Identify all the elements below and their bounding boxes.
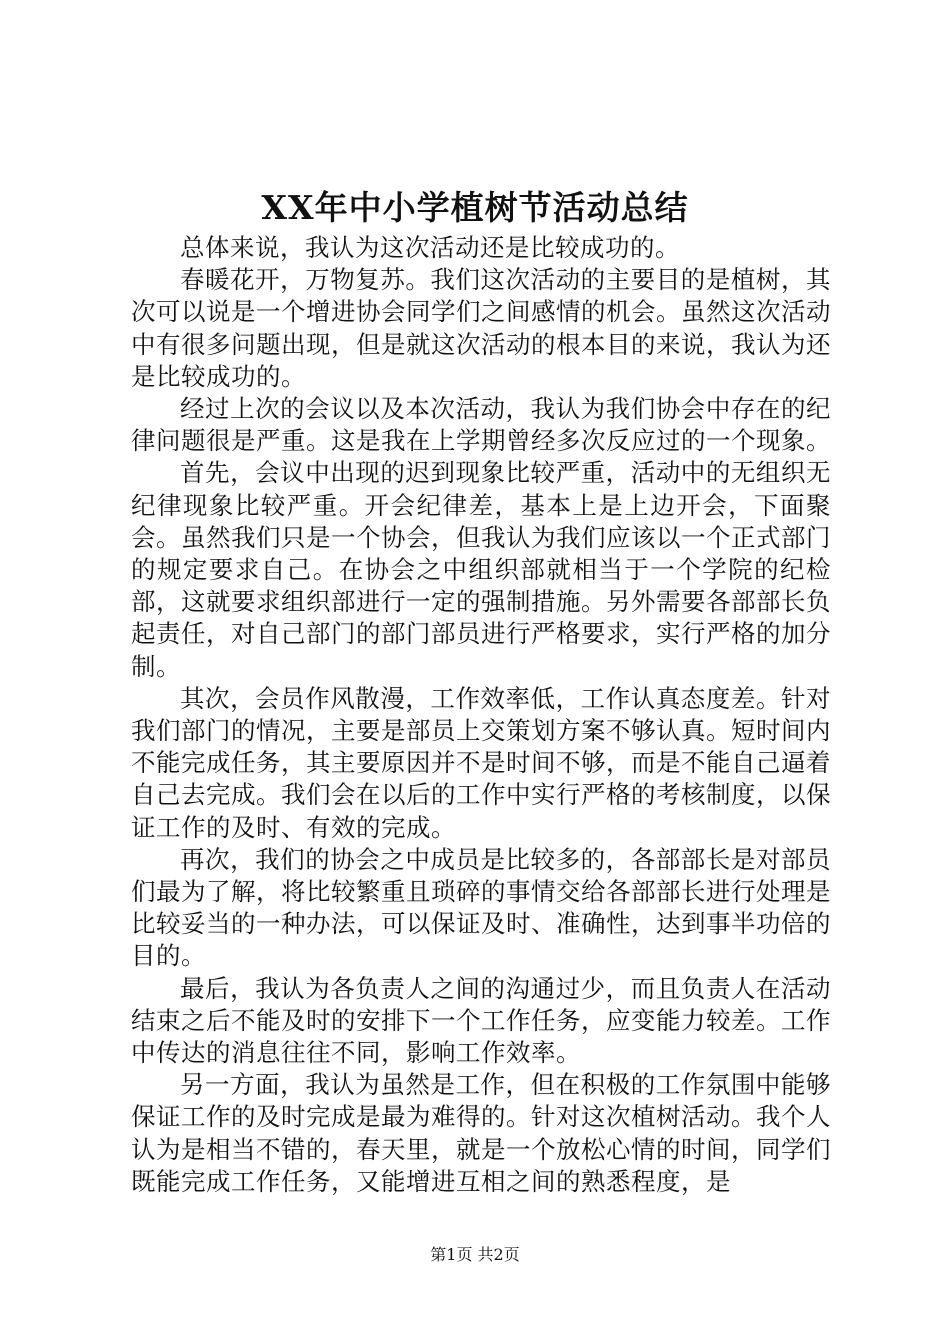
paragraph: 最后，我认为各负责人之间的沟通过少，而且负责人在活动结束之后不能及时的安排下一个工作任务，应变能力较差。工作中传达的消息往往不同，影响工作效率。 [131, 973, 831, 1068]
paragraph: 春暖花开，万物复苏。我们这次活动的主要目的是植树，其次可以说是一个增进协会同学们之间感情的机会。虽然这次活动中有很多问题出现，但是就这次活动的根本目的来说，我认为还是比较成功的。 [131, 265, 831, 391]
document-title: XX年中小学植树节活动总结 [261, 188, 689, 227]
document-body [131, 232, 831, 1198]
paragraph: 其次，会员作风散漫，工作效率低，工作认真态度差。针对我们部门的情况，主要是部员上交策划方案不够认真。短时间内不能完成任务，其主要原因并不是时间不够，而是不能自己逼着自己去完成。我们会在以后的工作中实行严格的考核制度，以保证工作的及时、有效的完成。 [131, 683, 831, 842]
paragraph: 再次，我们的协会之中成员是比较多的，各部部长是对部员们最为了解，将比较繁重且琐碎的事情交给各部部长进行处理是比较妥当的一种办法，可以保证及时、准确性，达到事半功倍的目的。 [131, 844, 831, 971]
paragraph: 经过上次的会议以及本次活动，我认为我们协会中存在的纪律问题很是严重。这是我在上学期曾经多次反应过的一个现象。 [131, 394, 831, 456]
paragraph: 首先，会议中出现的迟到现象比较严重，活动中的无组织无纪律现象比较严重。开会纪律差，基本上是上边开会，下面聚会。虽然我们只是一个协会，但我认为我们应该以一个正式部门的规定要求自己。在协会之中组织部就相当于一个学院的纪检部，这就要求组织部进行一定的强制措施。另外需要各部部长负起责任，对自己部门的部门部员进行严格要求，实行严格的加分制。 [131, 458, 831, 681]
page-number-footer: 第1页 共2页 [430, 1245, 520, 1264]
paragraph: 总体来说，我认为这次活动还是比较成功的。 [180, 233, 680, 262]
paragraph: 另一方面，我认为虽然是工作，但在积极的工作氛围中能够保证工作的及时完成是最为难得的。针对这次植树活动。我个人认为是相当不错的，春天里，就是一个放松心情的时间，同学们既能完成工作任务，又能增进互相之间的熟悉程度，是 [131, 1070, 831, 1196]
